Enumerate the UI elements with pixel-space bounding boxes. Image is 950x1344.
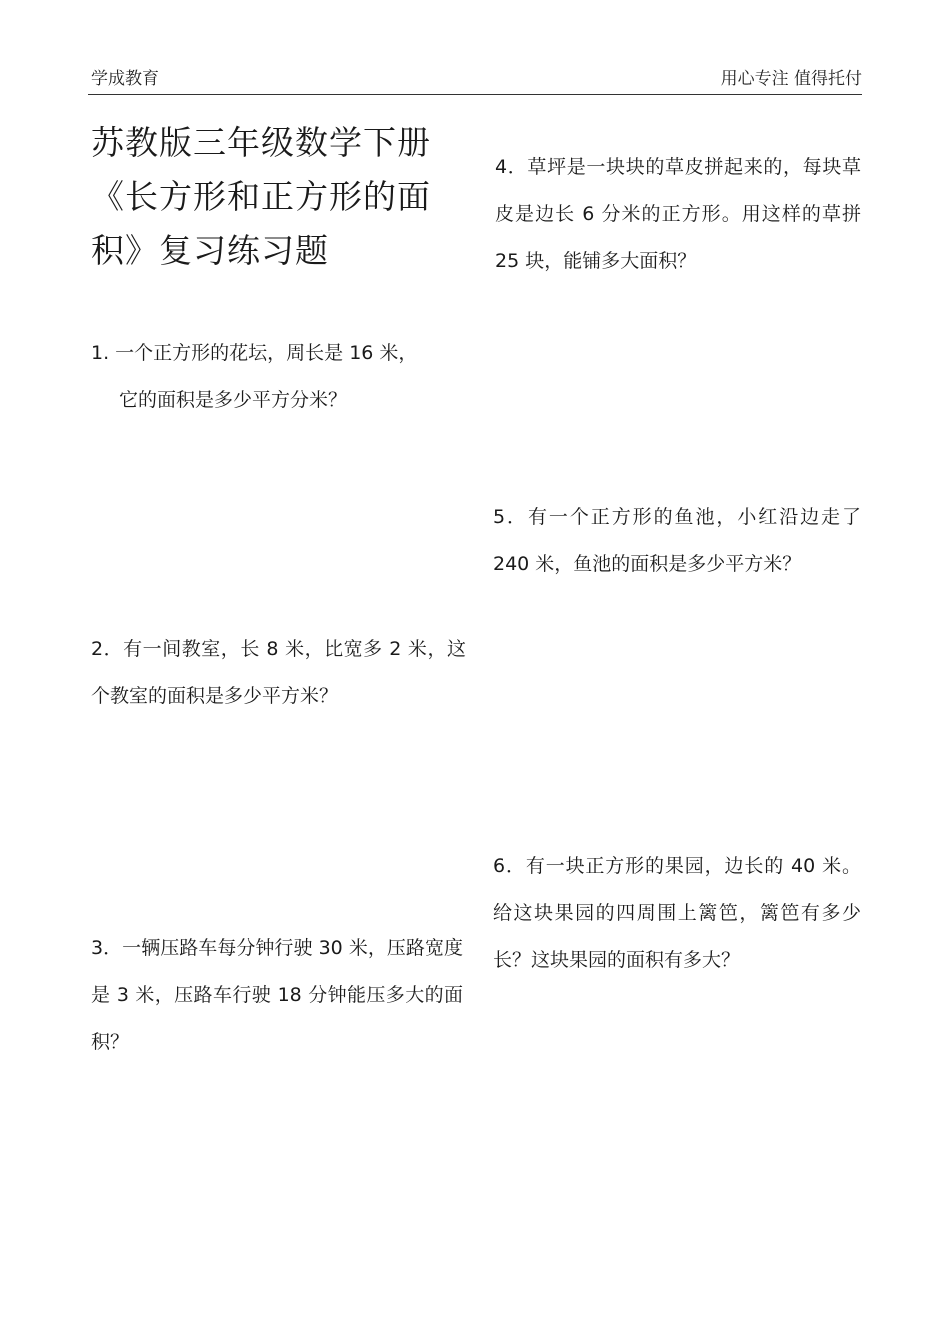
question-1 (91, 330, 466, 424)
document-title: 苏教版三年级数学下册《长方形和正方形的面积》复习练习题 (91, 123, 431, 270)
question-3: 3．一辆压路车每分钟行驶 30 米，压路宽度是 3 米，压路车行驶 18 分钟能压多大的面积？ (91, 937, 463, 1053)
question-6: 6．有一块正方形的果园，边长的 40 米。给这块果园的四周围上篱笆，篱笆有多少长？这块果园的面积有多大？ (493, 855, 861, 971)
question-4: 4．草坪是一块块的草皮拼起来的，每块草皮是边长 6 分米的正方形。用这样的草拼 25 块，能铺多大面积？ (495, 156, 861, 272)
question-1-line-1: 1. 一个正方形的花坛，周长是 16 米， (91, 342, 418, 364)
question-5: 5．有一个正方形的鱼池，小红沿边走了 240 米，鱼池的面积是多少平方米？ (493, 506, 861, 575)
question-2: 2．有一间教室，长 8 米，比宽多 2 米，这个教室的面积是多少平方米？ (91, 638, 466, 707)
header-slogan: 用心专注 值得托付 (720, 69, 862, 89)
question-1-line-2: 它的面积是多少平方分米？ (119, 389, 348, 411)
header-brand: 学成教育 (91, 69, 159, 89)
header-divider (88, 94, 862, 95)
